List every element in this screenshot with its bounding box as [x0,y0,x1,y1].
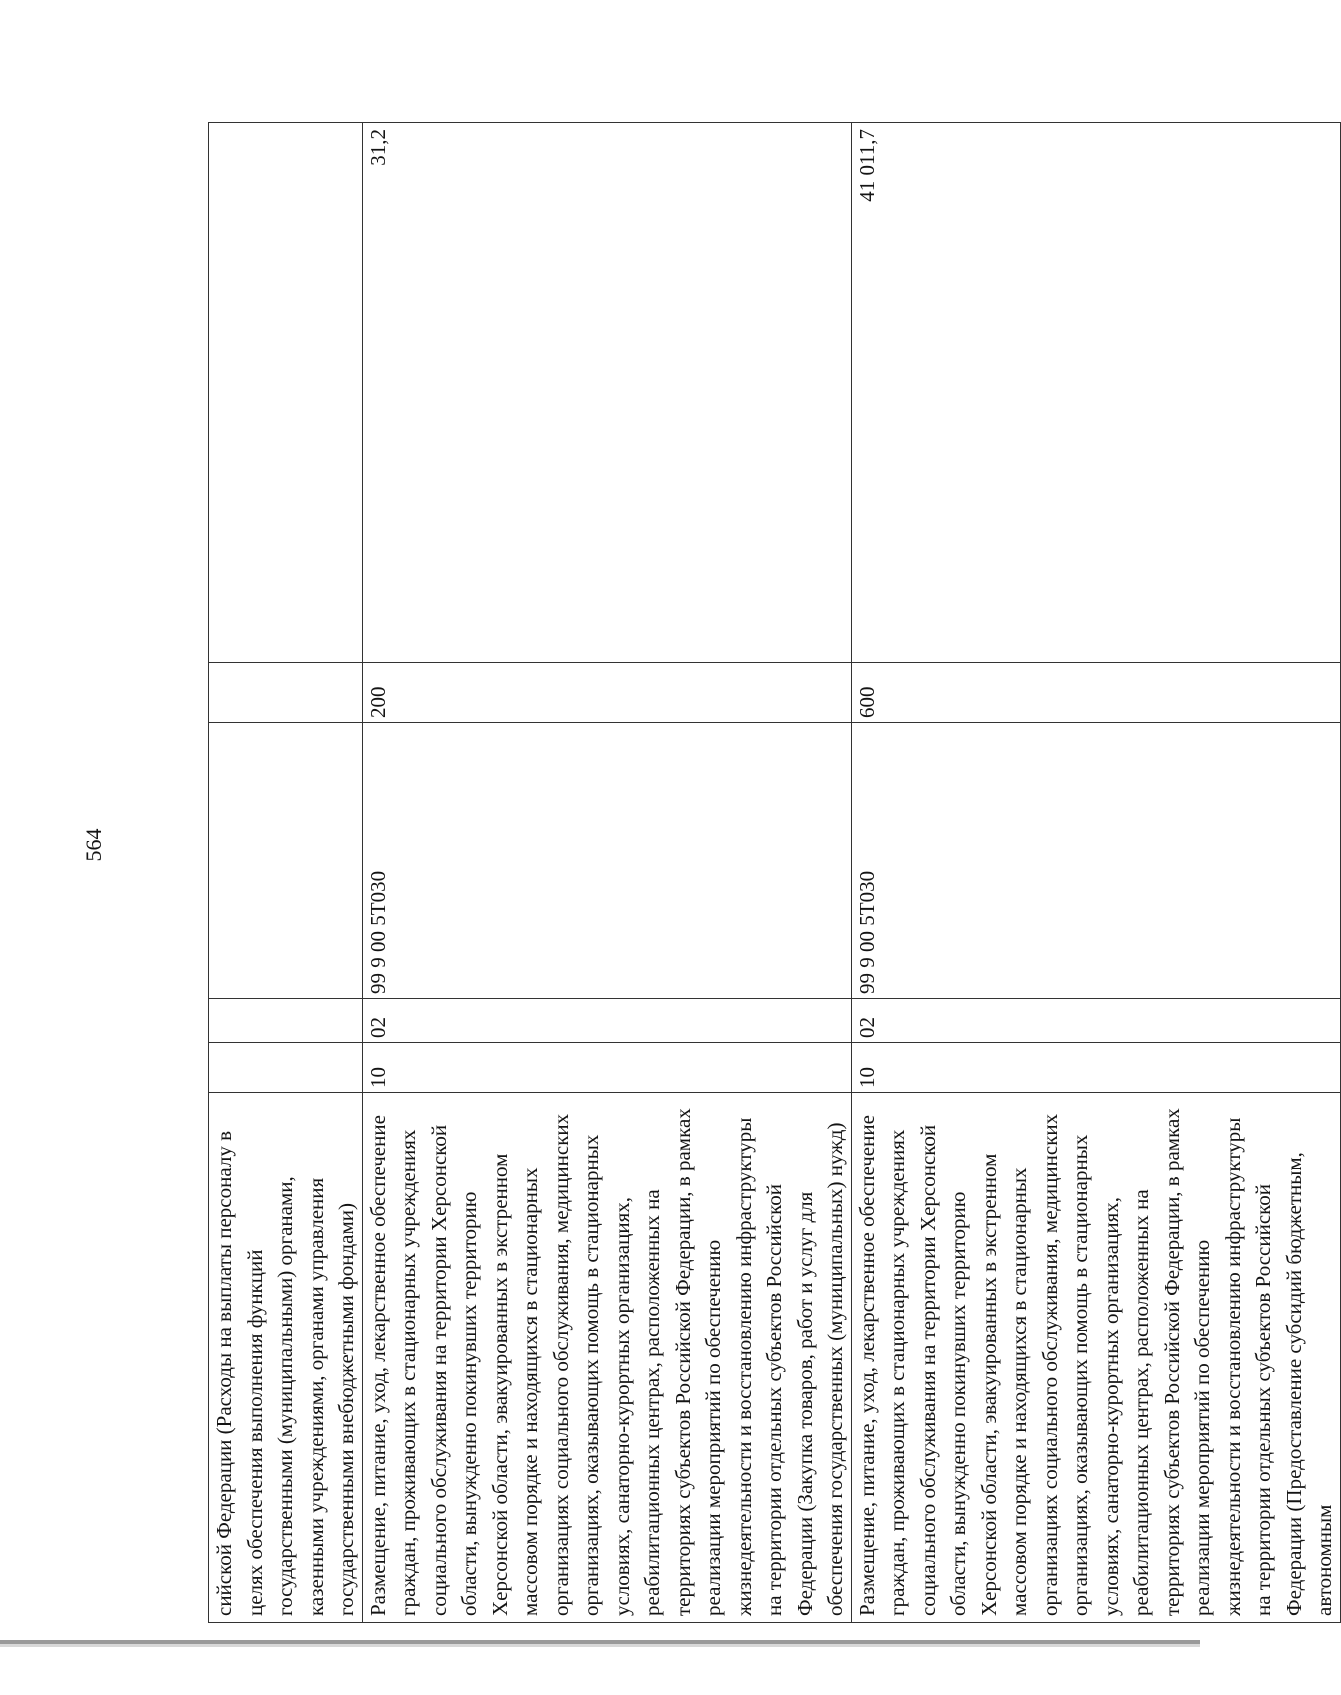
row-amount: 31,2 [362,123,851,663]
row-amount [209,123,363,663]
table-row [362,123,851,1623]
row-csr: 99 9 00 5Т030 [851,723,1340,999]
table-row [209,123,363,1623]
row-vr: 600 [851,663,1340,723]
row-amount: 41 011,7 [851,123,1340,663]
row-rz [209,1043,363,1093]
row-rz: 10 [362,1043,851,1093]
row-pr: 02 [362,999,851,1043]
table-row [851,123,1340,1623]
row-vr: 200 [362,663,851,723]
rotated-table-container [208,123,1336,1623]
row-description: Размещение, питание, уход, лекарственное обеспечение граждан, проживающих в стационарных учреждениях социального обслуживания на территории Херсонской области, вынужденно покинувших территорию Херсонской области, эвакуированных в экстренном массовом порядке и находящихся в стационарных организациях социального обслуживания, медицинских организациях, оказывающих помощь в стационарных условиях, санаторно-курортных организациях, реабилитационных центрах, расположенных на территориях субъектов Российской Федерации, в рамках реализации мероприятий по обеспечению жизнедеятельности и восстановлению инфраструктуры на территории отдельных субъектов Российской Федерации (Закупка товаров, работ и услуг для обеспечения государственных (муниципальных) нужд) [362,1093,851,1623]
row-csr [209,723,363,999]
row-pr [209,999,363,1043]
row-description: сийской Федерации (Расходы на выплаты персоналу в целях обеспечения выполнения функций государственными (муниципальными) органами, казенными учреждениями, органами управления государственными внебюджетными фондами) [209,1093,363,1623]
row-vr [209,663,363,723]
row-description: Размещение, питание, уход, лекарственное обеспечение граждан, проживающих в стационарных учреждениях социального обслуживания на территории Херсонской области, вынужденно покинувших территорию Херсонской области, эвакуированных в экстренном массовом порядке и находящихся в стационарных организациях социального обслуживания, медицинских организациях, оказывающих помощь в стационарных условиях, санаторно-курортных организациях, реабилитационных центрах, расположенных на территориях субъектов Российской Федерации, в рамках реализации мероприятий по обеспечению жизнедеятельности и восстановлению инфраструктуры на территории отдельных субъектов Российской Федерации (Предоставление субсидий бюджетным, автономным [851,1093,1340,1623]
page-number: 564 [81,828,106,862]
row-csr: 99 9 00 5Т030 [362,723,851,999]
scan-edge-shadow [0,1644,1200,1647]
row-pr: 02 [851,999,1340,1043]
budget-table [208,122,1341,1623]
row-rz: 10 [851,1043,1340,1093]
